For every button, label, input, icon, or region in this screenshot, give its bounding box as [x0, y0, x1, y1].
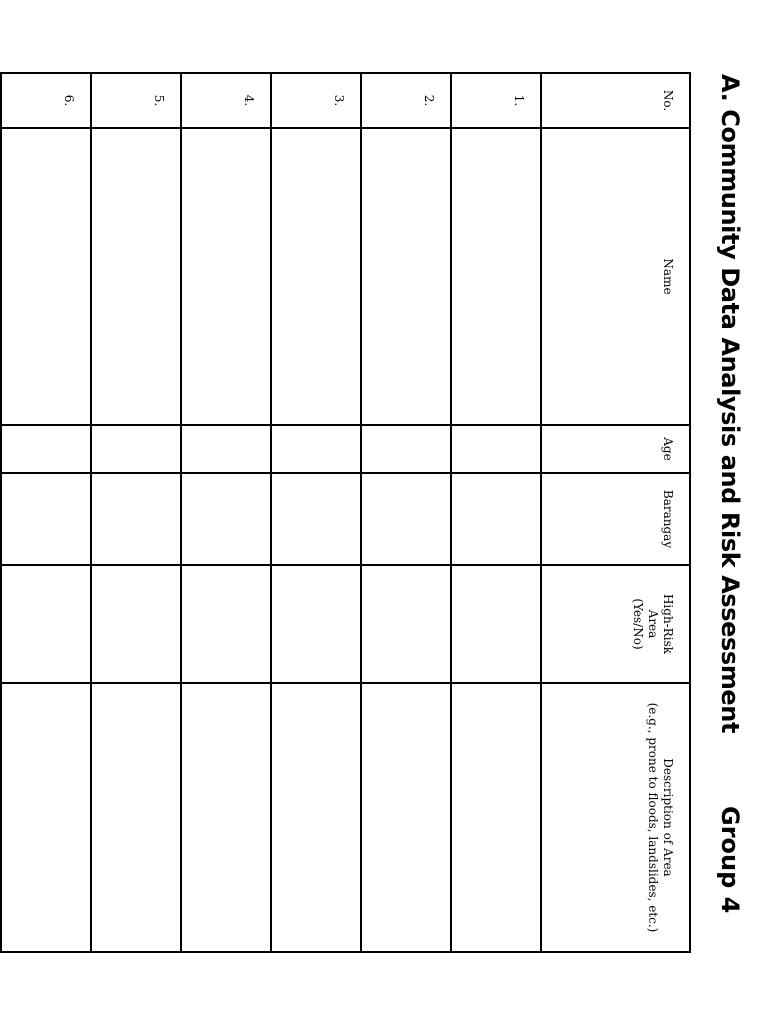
community-data-table	[0, 72, 691, 953]
barangay-cell[interactable]	[451, 473, 541, 565]
row-number: 1.	[451, 73, 541, 128]
header-barangay: Barangay	[541, 473, 690, 565]
row-number: 4.	[181, 73, 271, 128]
row-number: 2.	[361, 73, 451, 128]
age-cell[interactable]	[451, 425, 541, 473]
header-high-risk	[541, 565, 690, 683]
header-description-line: Description of Area	[661, 758, 675, 877]
barangay-cell[interactable]	[361, 473, 451, 565]
age-cell[interactable]	[181, 425, 271, 473]
high-risk-cell[interactable]	[361, 565, 451, 683]
name-cell[interactable]	[181, 128, 271, 425]
description-cell[interactable]	[181, 683, 271, 952]
high-risk-cell[interactable]	[1, 565, 91, 683]
table-row	[1, 73, 91, 952]
barangay-cell[interactable]	[181, 473, 271, 565]
header-name: Name	[541, 128, 690, 425]
row-number	[0, 73, 1, 128]
table-row	[91, 73, 181, 952]
table-row	[181, 73, 271, 952]
table-header-row	[541, 73, 690, 952]
age-cell[interactable]	[271, 425, 361, 473]
barangay-cell[interactable]	[1, 473, 91, 565]
name-cell[interactable]	[91, 128, 181, 425]
age-cell[interactable]	[91, 425, 181, 473]
header-description	[541, 683, 690, 952]
description-cell[interactable]	[0, 683, 1, 952]
table-row	[361, 73, 451, 952]
header-age: Age	[541, 425, 690, 473]
name-cell[interactable]	[451, 128, 541, 425]
age-cell[interactable]	[0, 425, 1, 473]
name-cell[interactable]	[361, 128, 451, 425]
name-cell[interactable]	[0, 128, 1, 425]
description-cell[interactable]	[361, 683, 451, 952]
group-label: Group 4	[716, 806, 744, 914]
table-row	[271, 73, 361, 952]
name-cell[interactable]	[1, 128, 91, 425]
age-cell[interactable]	[361, 425, 451, 473]
header-high-risk-line: (Yes/No)	[631, 598, 645, 650]
description-cell[interactable]	[1, 683, 91, 952]
high-risk-cell[interactable]	[0, 565, 1, 683]
header-description-line: (e.g., prone to floods, landslides, etc.)	[646, 702, 660, 933]
age-cell[interactable]	[1, 425, 91, 473]
high-risk-cell[interactable]	[451, 565, 541, 683]
row-number: 5.	[91, 73, 181, 128]
header-high-risk-line: Area	[646, 609, 660, 639]
header-high-risk-line: High-Risk	[661, 593, 675, 655]
header-no: No.	[541, 73, 690, 128]
form-title: A. Community Data Analysis and Risk Assessment	[716, 74, 744, 734]
high-risk-cell[interactable]	[181, 565, 271, 683]
table-row	[0, 73, 1, 952]
row-number: 6.	[1, 73, 91, 128]
description-cell[interactable]	[271, 683, 361, 952]
high-risk-cell[interactable]	[271, 565, 361, 683]
high-risk-cell[interactable]	[91, 565, 181, 683]
barangay-cell[interactable]	[0, 473, 1, 565]
name-cell[interactable]	[271, 128, 361, 425]
barangay-cell[interactable]	[91, 473, 181, 565]
description-cell[interactable]	[91, 683, 181, 952]
description-cell[interactable]	[451, 683, 541, 952]
row-number: 3.	[271, 73, 361, 128]
table-row	[451, 73, 541, 952]
barangay-cell[interactable]	[271, 473, 361, 565]
